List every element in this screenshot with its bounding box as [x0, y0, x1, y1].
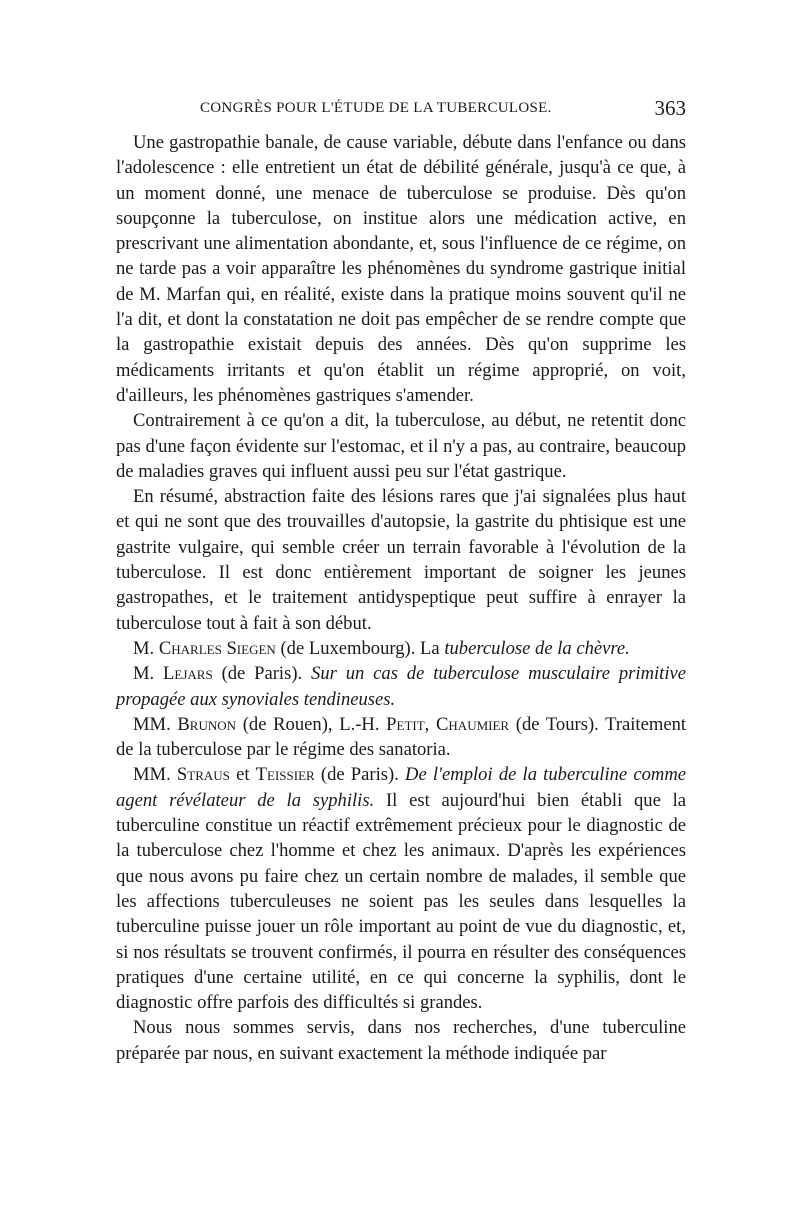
straus-text: Il est aujourd'hui bien établi que la tuberculine constitue un réactif extrêmement précieux pour le diagnostic de la tuberculose chez l'homme et chez les animaux. D'après les expériences que nous avons pu faire chez un certain nombre de malades, il semble que les affections tuberculeuses ne soient pas les seules dans lesquelles la tuberculine puisse jouer un rôle important au point de vue du diagnostic, et, si nos résultats se trouvent confirmés, il pourra en résulter des conséquences pratiques d'une certaine utilité, en ce qui concerne la syphilis, dont le diagnostic offre parfois des difficultés si grandes.: [116, 789, 687, 1014]
paragraph-contrairement: Contrairement à ce qu'on a dit, la tuberculose, au début, ne retentit donc pas d'une façon évidente sur l'estomac, et il n'y a pas, au contraire, beaucoup de maladies graves qui influent aussi peu sur l'état gastrique.: [116, 410, 686, 482]
lejars-title: Sur un cas de tuberculose musculaire primitive propagée aux synoviales tendineuses.: [116, 663, 687, 710]
author-separator: ,: [424, 713, 430, 735]
straus-affiliation: (de Paris).: [320, 764, 399, 786]
straus-conjunction: et: [236, 764, 250, 786]
paragraph-siegen: [116, 636, 686, 661]
petit-author: Petit: [386, 713, 425, 735]
page-number: 363: [654, 96, 686, 120]
paragraph-lejars: [116, 661, 686, 712]
running-title: CONGRÈS POUR L'ÉTUDE DE LA TUBERCULOSE.: [200, 100, 552, 116]
page-header: [116, 96, 686, 122]
straus-author: Straus: [176, 764, 230, 786]
brunon-author: Brunon: [177, 713, 237, 735]
lejars-prefix: M.: [133, 663, 155, 685]
siegen-affiliation: (de Luxembourg). La: [280, 637, 440, 659]
straus-title: De l'emploi de la tuberculine comme agent révélateur de la syphilis.: [116, 764, 687, 811]
siegen-title: tuberculose de la chèvre.: [444, 637, 630, 659]
teissier-author: Teissier: [255, 764, 315, 786]
brunon-prefix: MM.: [133, 713, 171, 735]
paragraph-gastropathie: Une gastropathie banale, de cause variable, débute dans l'enfance ou dans l'adolescence : elle entretient un état de débilité générale, jusqu'à ce que, à un moment donné, une menace de tuberculose se produise. Dès qu'on soupçonne la tuberculose, on institue alors une médication active, en prescrivant une alimentation abondante, et, sous l'influence de ce régime, on ne tarde pas a voir apparaître les phénomènes du syndrome gastrique initial de M. Marfan qui, en réalité, existe dans la pratique moins souvent qu'il ne l'a dit, et dont la constatation ne doit pas empêcher de se rendre compte que la gastropathie existait depuis des années. Dès qu'on supprime les médicaments irritants et qu'on établit un régime approprié, on voit, d'ailleurs, les phénomènes gastriques s'amender.: [116, 132, 686, 406]
paragraph-en-resume: En résumé, abstraction faite des lésions rares que j'ai signalées plus haut et qui ne sont que des trouvailles d'autopsie, la gastrite du phtisique est une gastrite vulgaire, qui semble créer un terrain favorable à l'évolution de la tuberculose. Il est donc entièrement important de soigner les jeunes gastropathes, et le traitement antidyspeptique peut suffire à enrayer la tuberculose tout à fait à son début.: [116, 486, 686, 634]
paragraph-brunon: [116, 712, 686, 763]
chaumier-author: Chaumier: [436, 713, 510, 735]
straus-prefix: MM.: [133, 764, 171, 786]
siegen-prefix: M.: [133, 637, 155, 659]
brunon-text: (de Tours). Traitement de la tuberculose par le régime des sanatoria.: [116, 713, 687, 761]
brunon-affiliation: (de Rouen), L.-H.: [242, 713, 380, 735]
siegen-author: Charles Siegen: [158, 637, 276, 659]
paragraph-nous-nous: Nous nous sommes servis, dans nos recherches, d'une tuberculine préparée par nous, en suivant exactement la méthode indiquée par: [116, 1017, 686, 1064]
lejars-affiliation: (de Paris).: [221, 663, 303, 685]
lejars-author: Lejars: [163, 663, 213, 685]
body-text: [116, 130, 686, 1066]
paragraph-straus: [116, 762, 686, 1015]
